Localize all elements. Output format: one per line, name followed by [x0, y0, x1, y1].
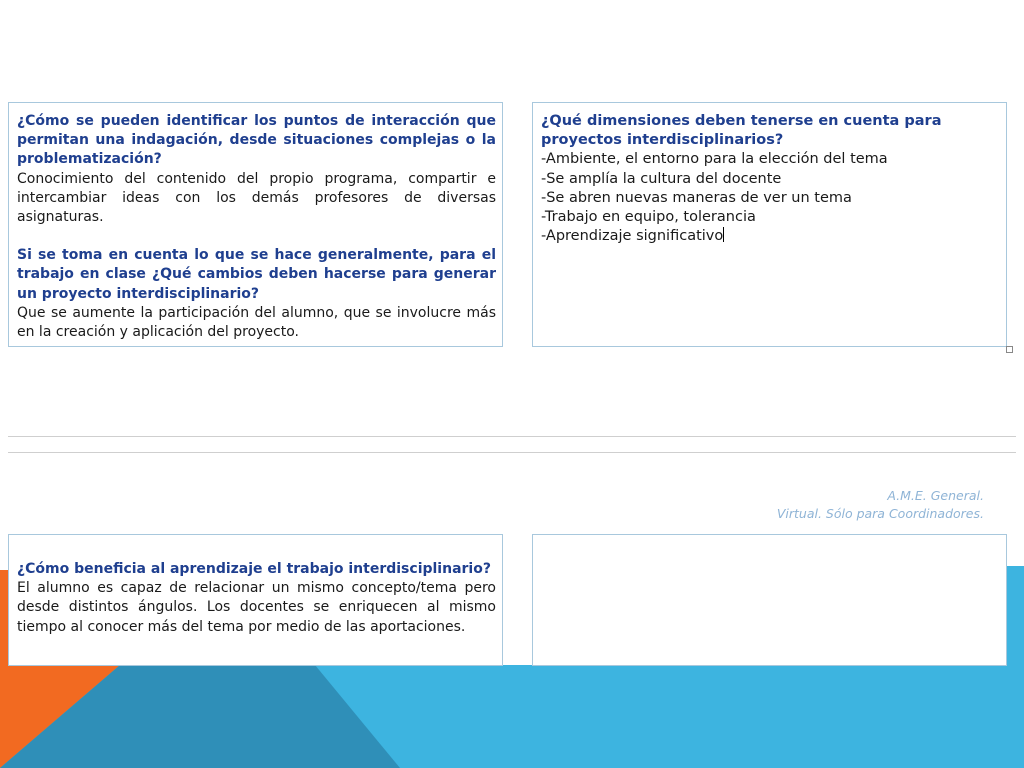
text-box-top-right[interactable] [532, 102, 1007, 347]
divider-line [8, 436, 1016, 437]
text-box-top-left[interactable] [8, 102, 503, 347]
dimension-item-text: -Aprendizaje significativo [541, 228, 724, 245]
resize-handle[interactable] [1006, 346, 1013, 353]
footer-note [777, 487, 984, 523]
footer-line-1: A.M.E. General. [887, 488, 984, 503]
dimension-item: -Se abren nuevas maneras de ver un tema [541, 189, 852, 206]
dimension-item: -Trabajo en equipo, tolerancia [541, 209, 756, 226]
answer-interaction-points: Conocimiento del contenido del propio programa, compartir e intercambiar ideas con los demás profesores de diversas asignaturas. [17, 170, 496, 226]
dimension-item: -Ambiente, el entorno para la elección del tema [541, 151, 888, 168]
text-cursor [723, 227, 724, 242]
question-changes-needed: Si se toma en cuenta lo que se hace generalmente, para el trabajo en clase ¿Qué cambios deben hacerse para generar un proyecto interdisciplinario? [17, 247, 496, 302]
question-benefits: ¿Cómo beneficia al aprendizaje el trabajo interdisciplinario? [17, 561, 491, 577]
text-box-bottom-right-empty[interactable] [532, 534, 1007, 666]
dimension-item: -Se amplía la cultura del docente [541, 170, 782, 187]
divider-line [8, 452, 1016, 453]
footer-line-2: Virtual. Sólo para Coordinadores. [776, 506, 984, 521]
answer-changes-needed: Que se aumente la participación del alumno, que se involucre más en la creación y aplicación del proyecto. [17, 304, 496, 341]
question-interaction-points: ¿Cómo se pueden identificar los puntos de interacción que permitan una indagación, desde situaciones complejas o la problematización? [17, 113, 496, 168]
spacer [17, 227, 496, 246]
text-box-bottom-left[interactable] [8, 534, 503, 666]
dimension-item-last [541, 227, 1000, 246]
answer-benefits: El alumno es capaz de relacionar un mismo concepto/tema pero desde distintos ángulos. Los docentes se enriquecen al mismo tiempo al conocer más del tema por medio de las aportaciones. [17, 580, 496, 635]
question-dimensions: ¿Qué dimensiones deben tenerse en cuenta para proyectos interdisciplinarios? [541, 113, 942, 149]
